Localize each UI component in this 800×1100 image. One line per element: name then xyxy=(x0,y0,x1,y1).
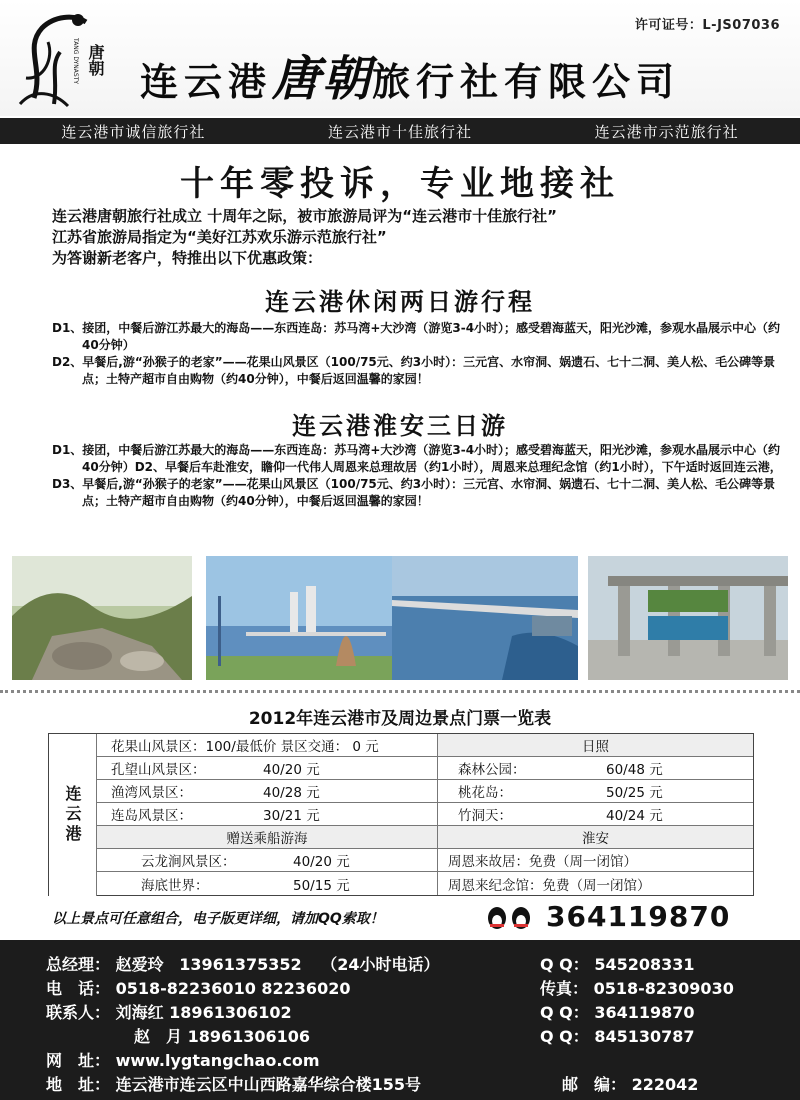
combination-note: 以上景点可任意组合，电子版更详细，请加QQ索取！ xyxy=(52,911,384,927)
landscape-photo-icon xyxy=(588,556,788,680)
logo-subtext: TANG DYNASTY xyxy=(72,38,79,85)
table-cell: 周恩来纪念馆：免费（周一闭馆） xyxy=(448,877,651,894)
tour2-title: 连云港淮安三日游 xyxy=(292,412,508,440)
table-row xyxy=(49,757,753,780)
manager-phone: 13961375352 xyxy=(179,955,302,974)
address-value: 连云港市连云区中山西路嘉华综合楼155号 xyxy=(115,1075,421,1094)
photo-sea-bridge xyxy=(392,556,578,680)
qq-penguin-icon xyxy=(484,904,536,930)
intro-line: 连云港唐朝旅行社成立 十周年之际，被市旅游局评为“连云港市十佳旅行社” xyxy=(52,207,557,225)
contact-value: 赵 月 18961306106 xyxy=(134,1027,311,1046)
ticket-table xyxy=(48,733,754,896)
itinerary-day: D3、早餐后,游“孙猴子的老家”——花果山风景区（100/75元、约3小时）：三元宫、水帘洞、娲遗石、七十二洞、美人松、毛公碑等景点；土特产超市自由购物（约40分钟），中餐后返回温馨的家园！ xyxy=(52,477,776,508)
phone-label: 电 话： xyxy=(46,979,111,998)
photo-strip xyxy=(12,556,788,680)
photo-rocks xyxy=(12,556,192,680)
intro-text xyxy=(52,206,772,269)
table-row xyxy=(49,803,753,826)
contact-line xyxy=(46,1000,292,1023)
table-cell xyxy=(438,757,753,779)
intro-line: 江苏省旅游局指定为“美好江苏欢乐游示范旅行社” xyxy=(52,228,387,246)
tour1-itinerary xyxy=(52,320,782,388)
region-lianyungang xyxy=(49,734,97,896)
contact-line xyxy=(134,1024,310,1047)
manager-name: 赵爱玲 xyxy=(115,955,164,974)
landscape-photo-icon xyxy=(12,556,192,680)
table-row xyxy=(49,780,753,803)
table-row xyxy=(49,734,753,757)
table-cell xyxy=(49,757,438,779)
landscape-photo-icon xyxy=(392,556,578,680)
spot-name: 孔望山风景区： xyxy=(111,762,206,778)
table-cell xyxy=(49,849,438,871)
table-cell xyxy=(49,803,438,825)
spot-name: 连岛风景区： xyxy=(111,808,192,824)
fax-label: 传真： xyxy=(540,979,589,998)
license-number: 许可证号：L-JS07036 xyxy=(634,18,780,33)
phone-line xyxy=(46,976,350,999)
table-row xyxy=(49,849,753,872)
logo-text: 唐朝 xyxy=(86,44,105,76)
tour1-title: 连云港休闲两日游行程 xyxy=(265,288,535,316)
qq-line xyxy=(540,1024,695,1047)
qq-line xyxy=(540,952,695,975)
website-link[interactable]: www.lygtangchao.com xyxy=(115,1051,320,1070)
company-main: 唐朝 xyxy=(272,51,373,107)
slogan: 十年零投诉，专业地接社 xyxy=(180,164,620,204)
website-label: 网 址： xyxy=(46,1051,111,1070)
photo-stone-arch xyxy=(588,556,788,680)
manager-line xyxy=(46,952,440,975)
address-label: 地 址： xyxy=(46,1075,111,1094)
table-row xyxy=(49,872,753,895)
qq-label: Q Q： xyxy=(540,1003,589,1022)
company-name xyxy=(140,40,680,109)
qq-value: 845130787 xyxy=(594,1027,695,1046)
table-cell xyxy=(438,780,753,802)
table-cell: 花果山风景区：100/最低价 景区交通： 0 元 xyxy=(49,734,438,756)
qq-value: 364119870 xyxy=(594,1003,695,1022)
zip-line xyxy=(562,1072,698,1095)
qq-line xyxy=(540,1000,695,1023)
qq-value: 545208331 xyxy=(594,955,695,974)
table-row xyxy=(49,826,753,849)
contact-label: 联系人： xyxy=(46,1003,111,1022)
company-logo xyxy=(14,8,114,112)
fax-value: 0518-82309030 xyxy=(593,979,734,998)
spot-price: 40/28 元 xyxy=(263,785,320,801)
manager-note: （24小时电话） xyxy=(321,955,440,974)
qq-label: Q Q： xyxy=(540,955,589,974)
table-cell xyxy=(438,803,753,825)
spot-price: 50/25 元 xyxy=(606,785,663,801)
spot-price: 50/15 元 xyxy=(293,877,350,894)
table-header-huaian: 淮安 xyxy=(438,826,753,848)
zip-value: 222042 xyxy=(631,1075,699,1094)
dotted-divider xyxy=(0,690,800,693)
qq-number: 364119870 xyxy=(546,900,731,933)
contact-value: 刘海红 18961306102 xyxy=(115,1003,292,1022)
table-cell xyxy=(49,780,438,802)
zip-label: 邮 编： xyxy=(562,1075,627,1094)
spot-price: 40/24 元 xyxy=(606,808,663,824)
address-line xyxy=(46,1072,421,1095)
spot-name: 海底世界： xyxy=(141,877,209,894)
itinerary-day: D1、接团，中餐后游江苏最大的海岛——东西连岛：苏马湾+大沙湾（游览3-4小时）；感受碧海蓝天，阳光沙滩，参观水晶展示中心（约40分钟）D2、早餐后车赴淮安，瞻仰一代伟人周恩来总理故居（约1小时），周恩来总理纪念馆（约1小时），下午适时返回连云港， xyxy=(52,443,782,474)
spot-name: 渔湾风景区： xyxy=(111,785,192,801)
spot-name: 云龙涧风景区： xyxy=(141,854,236,870)
honor-band xyxy=(0,118,800,144)
manager-label: 总经理： xyxy=(46,955,111,974)
spot-price: 60/48 元 xyxy=(606,762,663,778)
table-header-boat: 赠送乘船游海 xyxy=(49,826,438,848)
table-cell xyxy=(49,872,438,895)
intro-line: 为答谢新老客户，特推出以下优惠政策： xyxy=(52,249,323,267)
honor-item: 连云港市示范旅行社 xyxy=(594,122,739,141)
table-header-rizhao: 日照 xyxy=(438,734,753,756)
landscape-photo-icon xyxy=(206,556,392,680)
header xyxy=(0,0,800,116)
ticket-table-title: 2012年连云港市及周边景点门票一览表 xyxy=(248,709,552,729)
contact-footer xyxy=(0,940,800,1100)
spot-name: 桃花岛： xyxy=(458,785,512,801)
tour2-itinerary xyxy=(52,442,782,510)
company-suffix: 旅行社有限公司 xyxy=(372,60,681,104)
honor-item: 连云港市诚信旅行社 xyxy=(61,122,206,141)
qq-label: Q Q： xyxy=(540,1027,589,1046)
company-prefix: 连云港 xyxy=(140,60,273,104)
phone-value: 0518-82236010 82236020 xyxy=(115,979,351,998)
spot-name: 森林公园： xyxy=(458,762,526,778)
website-line xyxy=(46,1048,320,1071)
itinerary-day: D2、早餐后,游“孙猴子的老家”——花果山风景区（100/75元、约3小时）：三元宫、水帘洞、娲遗石、七十二洞、美人松、毛公碑等景点；土特产超市自由购物（约40分钟），中餐后返回温馨的家园！ xyxy=(52,355,776,386)
spot-price: 40/20 元 xyxy=(263,762,320,778)
photo-pier xyxy=(206,556,392,680)
spot-price: 40/20 元 xyxy=(293,854,350,870)
itinerary-day: D1、接团，中餐后游江苏最大的海岛——东西连岛：苏马湾+大沙湾（游览3-4小时）；感受碧海蓝天，阳光沙滩，参观水晶展示中心（约40分钟） xyxy=(52,321,781,352)
fax-line xyxy=(540,976,734,999)
spot-name: 竹洞天： xyxy=(458,808,512,824)
honor-item: 连云港市十佳旅行社 xyxy=(327,122,472,141)
region-label: 连云港 xyxy=(63,785,82,845)
table-cell: 周恩来故居：免费（周一闭馆） xyxy=(448,854,637,870)
spot-price: 30/21 元 xyxy=(263,808,320,824)
